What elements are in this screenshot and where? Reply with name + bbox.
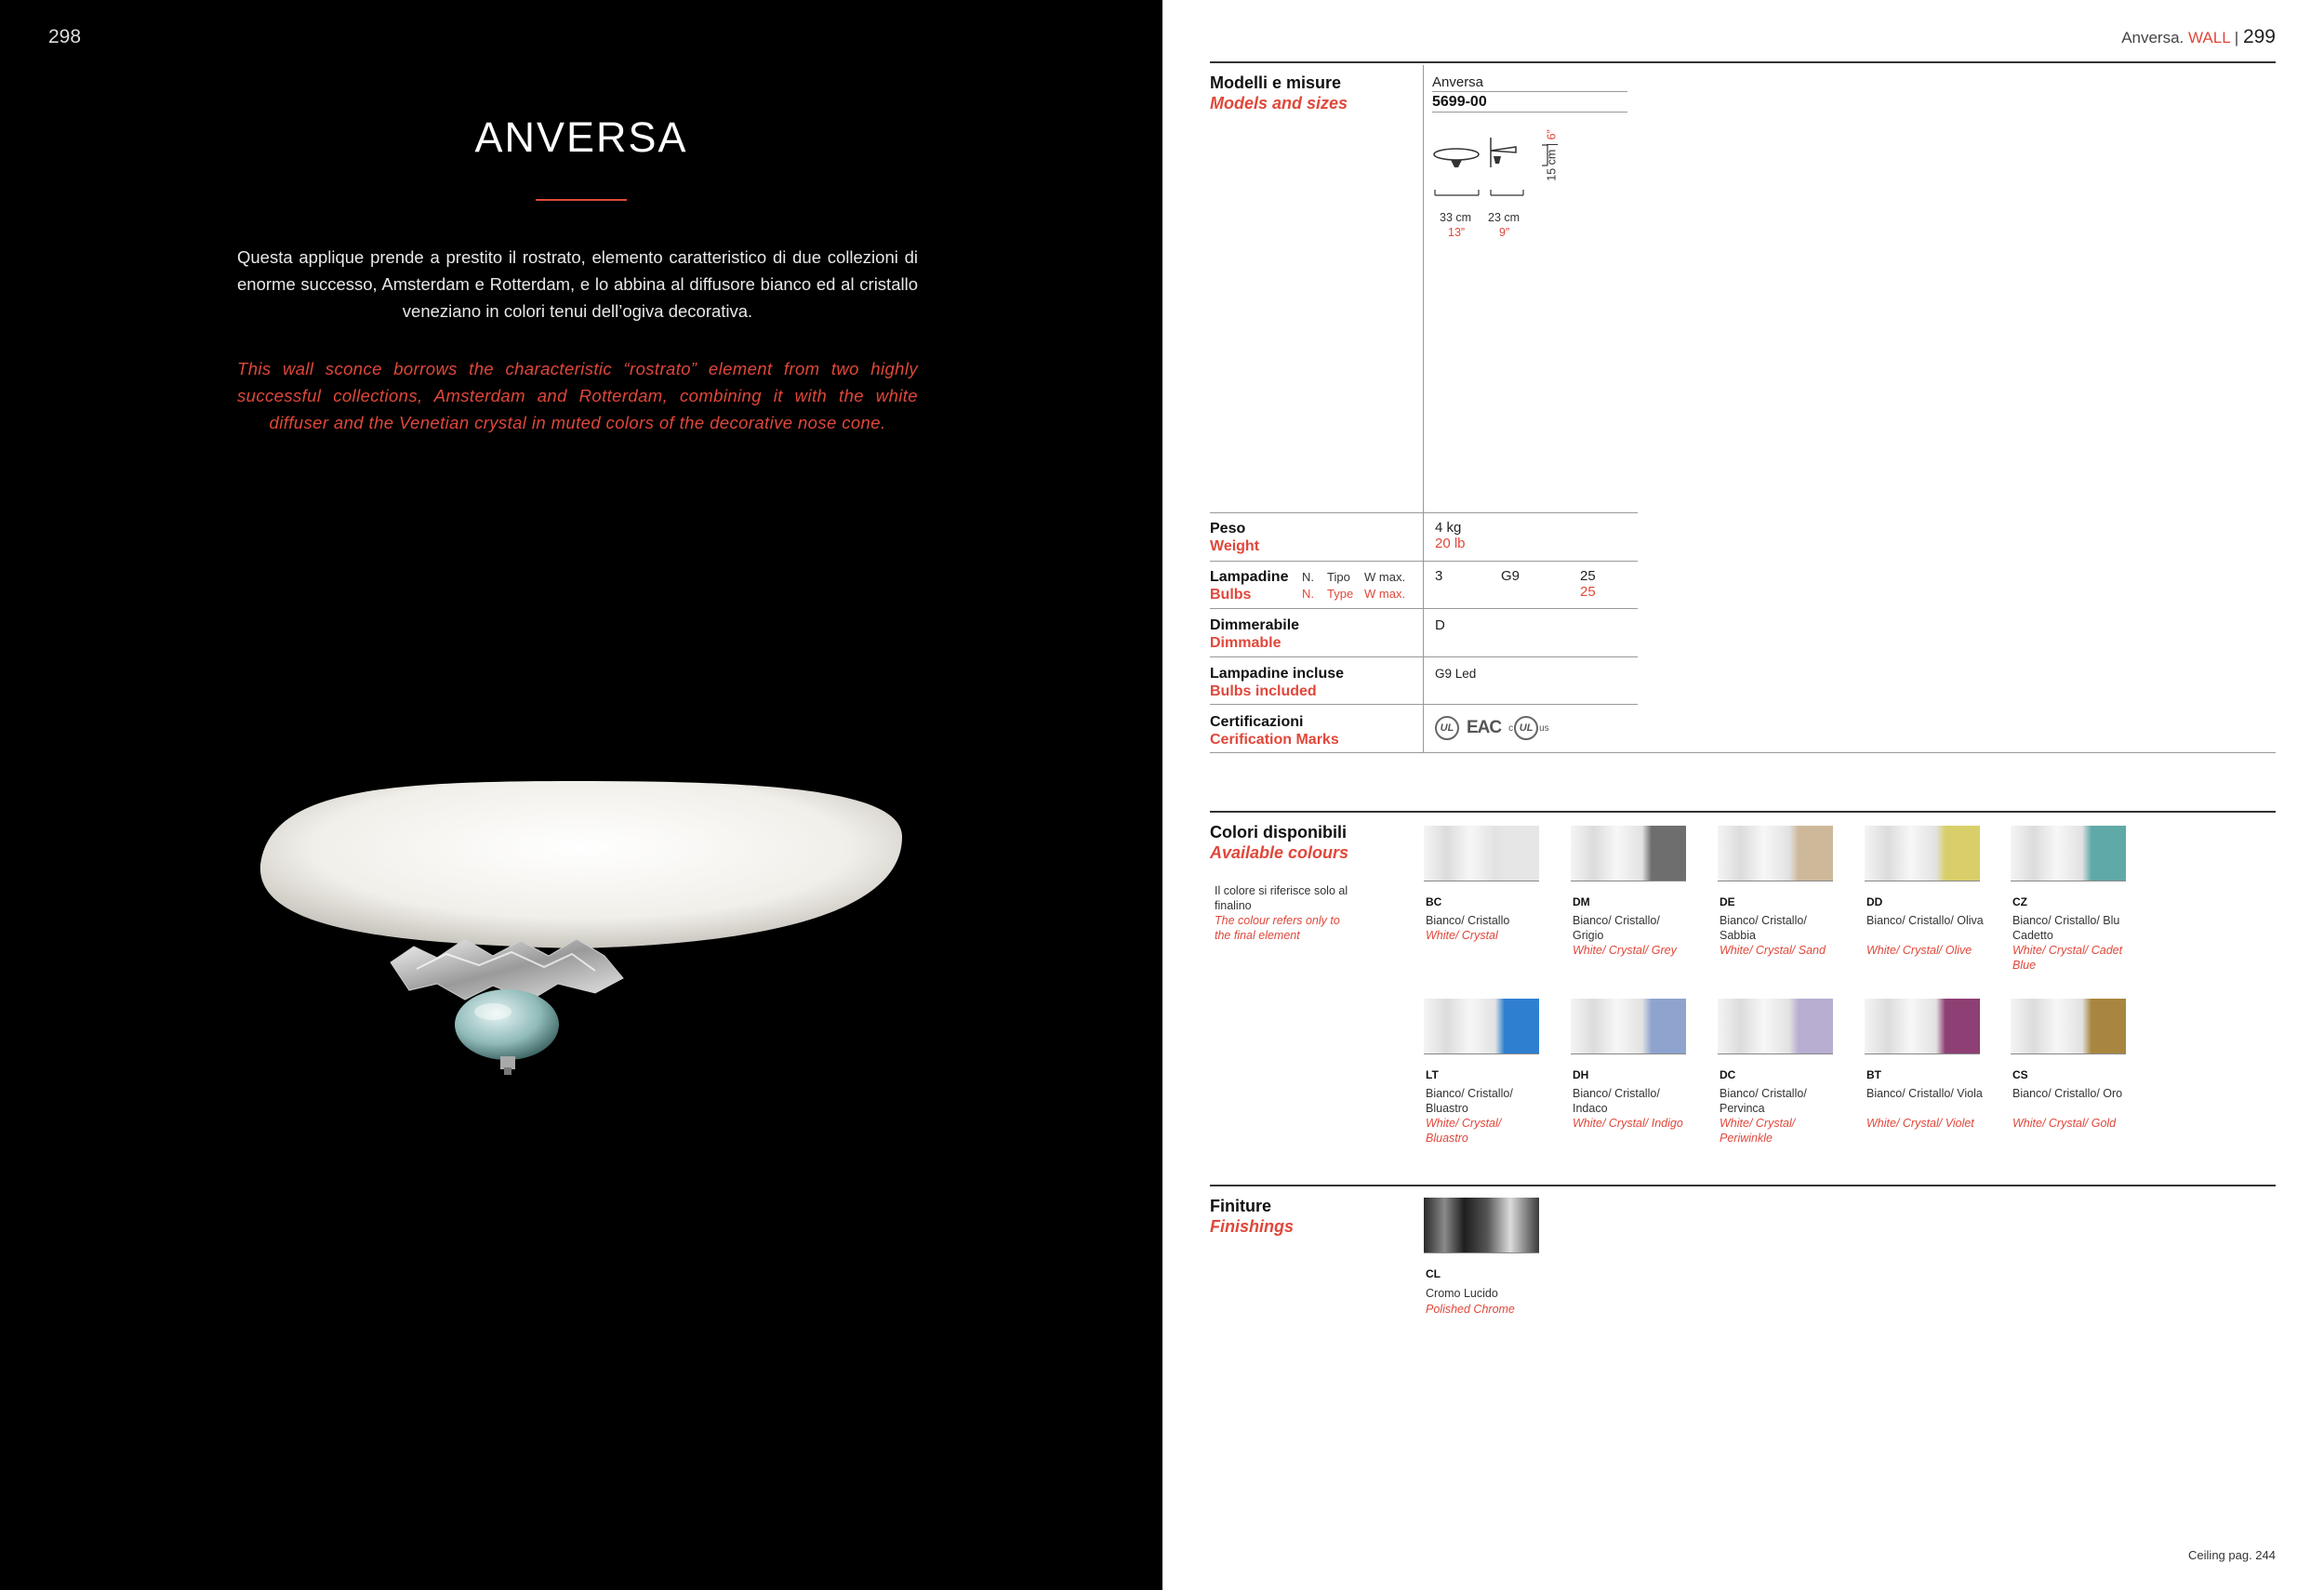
weight-label: Peso Weight bbox=[1210, 521, 1260, 554]
colour-swatch-dc bbox=[1718, 999, 1833, 1054]
colour-swatch-bc bbox=[1424, 826, 1539, 881]
colour-name-en: White/ Crystal/ Violet bbox=[1866, 1117, 1974, 1130]
bulbs-label: Lampadine Bulbs bbox=[1210, 569, 1289, 603]
colour-code: CZ bbox=[2012, 895, 2027, 908]
finish-name-en: Polished Chrome bbox=[1426, 1303, 1515, 1316]
spec-rule-weight bbox=[1210, 512, 1638, 513]
colour-code: DC bbox=[1720, 1068, 1736, 1081]
product-photo bbox=[251, 772, 911, 1125]
title-divider bbox=[536, 199, 627, 201]
colour-name-en: White/ Crystal/ Indigo bbox=[1573, 1117, 1683, 1130]
weight-value: 4 kg 20 lb bbox=[1435, 520, 1466, 551]
finish-name-it: Cromo Lucido bbox=[1426, 1287, 1498, 1300]
colour-swatch-dm bbox=[1571, 826, 1686, 881]
colours-label: Colori disponibili Available colours bbox=[1210, 823, 1349, 862]
colour-code: BC bbox=[1426, 895, 1442, 908]
spec-rule-dimmable bbox=[1210, 608, 1638, 609]
model-code: 5699-00 bbox=[1432, 94, 1487, 110]
width-in: 13” bbox=[1448, 226, 1466, 239]
colour-name-en: White/ Crystal/ Olive bbox=[1866, 944, 1972, 957]
bulbs-included-value: G9 Led bbox=[1435, 667, 1477, 681]
width-cm: 33 cm bbox=[1440, 211, 1472, 224]
colour-swatch-dd bbox=[1865, 826, 1980, 881]
bulbs-count: 3 bbox=[1435, 568, 1443, 584]
colour-code: DM bbox=[1573, 895, 1590, 908]
colour-code: BT bbox=[1866, 1068, 1881, 1081]
footer-reference: Ceiling pag. 244 bbox=[2188, 1548, 2276, 1562]
colour-name-en: White/ Crystal/ Periwinkle bbox=[1720, 1117, 1796, 1145]
colour-code: DD bbox=[1866, 895, 1883, 908]
colour-name-en: White/ Crystal/ Bluastro bbox=[1426, 1117, 1502, 1145]
page-number-right: 299 bbox=[2242, 26, 2276, 47]
header-category: WALL bbox=[2188, 29, 2231, 46]
colour-name-en: White/ Crystal/ Cadet Blue bbox=[2012, 944, 2123, 972]
colours-rule bbox=[1210, 811, 2276, 813]
right-page bbox=[1162, 0, 2324, 1590]
colour-name-it: Bianco/ Cristallo/ Grigio bbox=[1573, 914, 1660, 942]
spec-rule-included bbox=[1210, 656, 1638, 657]
colour-swatch-bt bbox=[1865, 999, 1980, 1054]
description-english: This wall sconce borrows the characteristic “rostrato” element from two highly successful collections, Amsterdam and Rotterdam, combining it with the white diffuser and the Venetian crystal in muted colors of the decorative nose cone. bbox=[237, 359, 918, 432]
colour-name-en: White/ Crystal/ Sand bbox=[1720, 944, 1826, 957]
colour-swatch-lt bbox=[1424, 999, 1539, 1054]
colour-name-it: Bianco/ Cristallo/ Sabbia bbox=[1720, 914, 1807, 942]
ul-mark-icon: UL bbox=[1435, 716, 1459, 740]
finish-swatch-cl bbox=[1424, 1198, 1539, 1253]
spec-rule-cert bbox=[1210, 704, 1638, 705]
finish-code: CL bbox=[1426, 1267, 1441, 1280]
page-header bbox=[2121, 26, 2276, 48]
product-title: ANVERSA bbox=[474, 113, 688, 161]
colour-code: CS bbox=[2012, 1068, 2028, 1081]
colour-name-it: Bianco/ Cristallo/ Blu Cadetto bbox=[2012, 914, 2120, 942]
depth-cm: 23 cm bbox=[1488, 211, 1521, 224]
bulbs-wattage: 25 25 bbox=[1580, 568, 1596, 600]
finishes-label: Finiture Finishings bbox=[1210, 1197, 1294, 1236]
spec-rule-bulbs bbox=[1210, 561, 1638, 562]
models-label: Modelli e misure Models and sizes bbox=[1210, 73, 1348, 113]
colour-name-it: Bianco/ Cristallo/ Indaco bbox=[1573, 1087, 1660, 1115]
colour-code: DE bbox=[1720, 895, 1735, 908]
finishes-rule bbox=[1210, 1185, 2276, 1186]
bulbs-column-headers: N. Tipo W max. N. Type W max. bbox=[1302, 570, 1406, 601]
colour-name-it: Bianco/ Cristallo/ Bluastro bbox=[1426, 1087, 1513, 1115]
spec-column-divider bbox=[1423, 65, 1424, 753]
colour-name-it: Bianco/ Cristallo bbox=[1426, 914, 1510, 927]
colour-name-it: Bianco/ Cristallo/ Oliva bbox=[1866, 914, 1984, 927]
certifications-label: Certificazioni Cerification Marks bbox=[1210, 714, 1339, 748]
dimmable-value: D bbox=[1435, 617, 1445, 633]
colour-swatch-cz bbox=[2011, 826, 2126, 881]
colour-name-it: Bianco/ Cristallo/ Viola bbox=[1866, 1087, 1983, 1100]
colour-swatch-dh bbox=[1571, 999, 1686, 1054]
spec-bottom-rule bbox=[1210, 752, 2276, 753]
colour-name-it: Bianco/ Cristallo/ Oro bbox=[2012, 1087, 2123, 1100]
top-rule bbox=[1210, 61, 2276, 63]
page-number-left: 298 bbox=[48, 26, 82, 47]
header-separator: | bbox=[2234, 29, 2239, 46]
height-dimension: 15 cm | 6” bbox=[1545, 129, 1559, 181]
depth-in: 9” bbox=[1499, 226, 1510, 239]
colour-swatch-de bbox=[1718, 826, 1833, 881]
model-name-rule bbox=[1432, 91, 1627, 92]
bulbs-included-label: Lampadine incluse Bulbs included bbox=[1210, 666, 1345, 699]
colour-name-en: White/ Crystal/ Gold bbox=[2012, 1117, 2117, 1130]
description-italian: Questa applique prende a prestito il rostrato, elemento caratteristico di due collezioni di enorme successo, Amsterdam e Rotterdam, e lo abbina al diffusore bianco ed al cristallo veneziano in colori tenui dell’ogiva decorativa. bbox=[237, 247, 918, 321]
colour-code: LT bbox=[1426, 1068, 1439, 1081]
cul-mark-icon: c UL us bbox=[1508, 716, 1549, 740]
model-name: Anversa bbox=[1432, 74, 1484, 90]
colour-name-en: White/ Crystal/ Grey bbox=[1573, 944, 1677, 957]
dimmable-label: Dimmerabile Dimmable bbox=[1210, 617, 1300, 651]
model-code-rule bbox=[1432, 112, 1627, 113]
colour-swatch-cs bbox=[2011, 999, 2126, 1054]
colour-name-en: White/ Crystal bbox=[1426, 929, 1498, 942]
header-product-name: Anversa. bbox=[2121, 29, 2185, 46]
colour-code: DH bbox=[1573, 1068, 1589, 1081]
colour-name-it: Bianco/ Cristallo/ Pervinca bbox=[1720, 1087, 1807, 1115]
certification-marks bbox=[1435, 716, 1549, 740]
bulbs-type: G9 bbox=[1501, 568, 1521, 584]
eac-mark-icon: EAC bbox=[1467, 718, 1502, 737]
colours-note: Il colore si riferisce solo al finalino The colour refers only to the final element bbox=[1215, 884, 1348, 942]
